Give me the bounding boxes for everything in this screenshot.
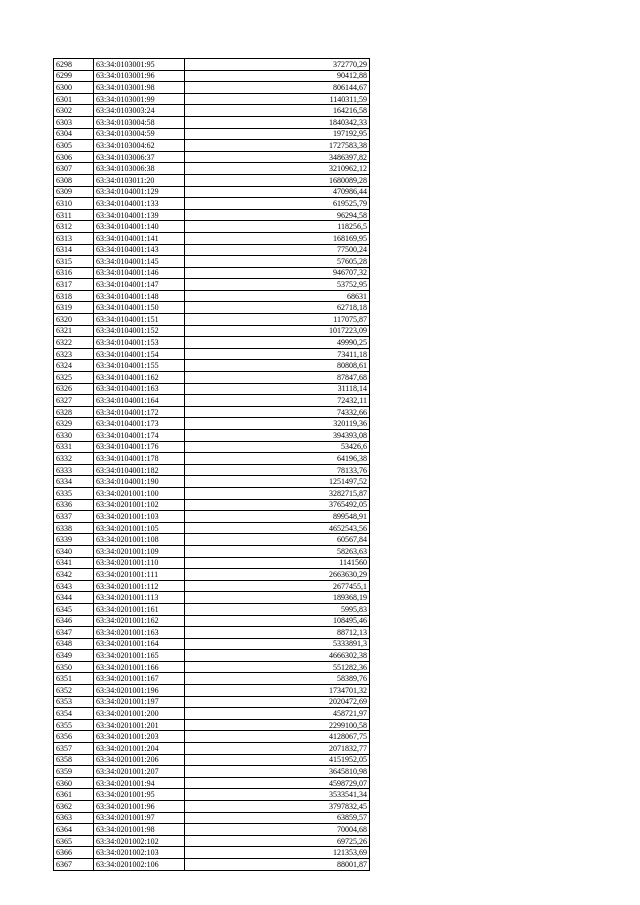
cadastral-number-cell: 63:34:0103006:37 bbox=[94, 151, 185, 163]
cadastral-number-cell: 63:34:0201001:94 bbox=[94, 777, 185, 789]
cadastral-number-cell: 63:34:0201001:197 bbox=[94, 696, 185, 708]
cadastral-value-cell: 4598729,07 bbox=[185, 777, 370, 789]
cadastral-number-cell: 63:34:0104001:151 bbox=[94, 314, 185, 326]
cadastral-number-cell: 63:34:0201001:196 bbox=[94, 685, 185, 697]
table-row bbox=[54, 754, 370, 766]
table-row bbox=[54, 731, 370, 743]
cadastral-number-cell: 63:34:0104001:154 bbox=[94, 348, 185, 360]
row-number-cell: 6307 bbox=[54, 163, 94, 175]
cadastral-number-cell: 63:34:0201001:105 bbox=[94, 522, 185, 534]
cadastral-value-cell: 53426,6 bbox=[185, 441, 370, 453]
table-row bbox=[54, 650, 370, 662]
row-number-cell: 6356 bbox=[54, 731, 94, 743]
table-row bbox=[54, 198, 370, 210]
cadastral-value-cell: 80808,61 bbox=[185, 360, 370, 372]
cadastral-number-cell: 63:34:0201001:100 bbox=[94, 487, 185, 499]
table-row bbox=[54, 801, 370, 813]
row-number-cell: 6337 bbox=[54, 511, 94, 523]
cadastral-number-cell: 63:34:0104001:152 bbox=[94, 325, 185, 337]
table-row bbox=[54, 464, 370, 476]
row-number-cell: 6316 bbox=[54, 267, 94, 279]
cadastral-number-cell: 63:34:0104001:176 bbox=[94, 441, 185, 453]
table-row bbox=[54, 824, 370, 836]
row-number-cell: 6311 bbox=[54, 209, 94, 221]
cadastral-value-cell: 2663630,29 bbox=[185, 569, 370, 581]
cadastral-value-cell: 3533541,34 bbox=[185, 789, 370, 801]
cadastral-number-cell: 63:34:0104001:145 bbox=[94, 256, 185, 268]
table-row bbox=[54, 128, 370, 140]
cadastral-number-cell: 63:34:0201001:111 bbox=[94, 569, 185, 581]
table-row bbox=[54, 511, 370, 523]
cadastral-number-cell: 63:34:0201001:203 bbox=[94, 731, 185, 743]
table-row bbox=[54, 557, 370, 569]
row-number-cell: 6330 bbox=[54, 430, 94, 442]
cadastral-value-cell: 5333891,3 bbox=[185, 638, 370, 650]
cadastral-number-cell: 63:34:0103011:20 bbox=[94, 174, 185, 186]
row-number-cell: 6334 bbox=[54, 476, 94, 488]
row-number-cell: 6343 bbox=[54, 580, 94, 592]
cadastral-value-cell: 3797832,45 bbox=[185, 801, 370, 813]
row-number-cell: 6345 bbox=[54, 603, 94, 615]
table-row bbox=[54, 314, 370, 326]
cadastral-number-cell: 63:34:0104001:174 bbox=[94, 430, 185, 442]
table-row bbox=[54, 174, 370, 186]
table-row bbox=[54, 487, 370, 499]
cadastral-number-cell: 63:34:0201001:112 bbox=[94, 580, 185, 592]
cadastral-value-cell: 53752,95 bbox=[185, 279, 370, 291]
cadastral-number-cell: 63:34:0103001:96 bbox=[94, 70, 185, 82]
row-number-cell: 6305 bbox=[54, 140, 94, 152]
cadastral-number-cell: 63:34:0201001:161 bbox=[94, 603, 185, 615]
table-row bbox=[54, 279, 370, 291]
table-row bbox=[54, 116, 370, 128]
cadastral-value-cell: 806144,67 bbox=[185, 82, 370, 94]
row-number-cell: 6318 bbox=[54, 290, 94, 302]
table-row bbox=[54, 777, 370, 789]
cadastral-number-cell: 63:34:0103001:98 bbox=[94, 82, 185, 94]
row-number-cell: 6314 bbox=[54, 244, 94, 256]
table-row bbox=[54, 569, 370, 581]
cadastral-value-cell: 88001,87 bbox=[185, 858, 370, 870]
row-number-cell: 6335 bbox=[54, 487, 94, 499]
cadastral-value-cell: 68631 bbox=[185, 290, 370, 302]
cadastral-value-cell: 4151952,05 bbox=[185, 754, 370, 766]
row-number-cell: 6351 bbox=[54, 673, 94, 685]
table-row bbox=[54, 835, 370, 847]
row-number-cell: 6300 bbox=[54, 82, 94, 94]
cadastral-number-cell: 63:34:0201001:110 bbox=[94, 557, 185, 569]
table-row bbox=[54, 627, 370, 639]
row-number-cell: 6366 bbox=[54, 847, 94, 859]
table-row bbox=[54, 372, 370, 384]
cadastral-number-cell: 63:34:0201002:106 bbox=[94, 858, 185, 870]
table-row bbox=[54, 82, 370, 94]
row-number-cell: 6309 bbox=[54, 186, 94, 198]
table-row bbox=[54, 290, 370, 302]
cadastral-number-cell: 63:34:0104001:182 bbox=[94, 464, 185, 476]
table-row bbox=[54, 592, 370, 604]
table-row bbox=[54, 256, 370, 268]
row-number-cell: 6344 bbox=[54, 592, 94, 604]
table-row bbox=[54, 673, 370, 685]
cadastral-value-cell: 74332,66 bbox=[185, 406, 370, 418]
row-number-cell: 6306 bbox=[54, 151, 94, 163]
cadastral-value-cell: 57605,28 bbox=[185, 256, 370, 268]
cadastral-value-cell: 90412,88 bbox=[185, 70, 370, 82]
cadastral-number-cell: 63:34:0201001:166 bbox=[94, 661, 185, 673]
row-number-cell: 6325 bbox=[54, 372, 94, 384]
row-number-cell: 6361 bbox=[54, 789, 94, 801]
cadastral-number-cell: 63:34:0104001:155 bbox=[94, 360, 185, 372]
row-number-cell: 6339 bbox=[54, 534, 94, 546]
row-number-cell: 6321 bbox=[54, 325, 94, 337]
cadastral-value-cell: 4666302,38 bbox=[185, 650, 370, 662]
cadastral-number-cell: 63:34:0103006:38 bbox=[94, 163, 185, 175]
table-row bbox=[54, 383, 370, 395]
table-row bbox=[54, 163, 370, 175]
cadastral-number-cell: 63:34:0201001:103 bbox=[94, 511, 185, 523]
cadastral-value-cell: 117075,87 bbox=[185, 314, 370, 326]
table-row bbox=[54, 325, 370, 337]
cadastral-number-cell: 63:34:0104001:139 bbox=[94, 209, 185, 221]
cadastral-value-cell: 3486397,82 bbox=[185, 151, 370, 163]
cadastral-value-cell: 72432,11 bbox=[185, 395, 370, 407]
cadastral-value-cell: 2299100,58 bbox=[185, 719, 370, 731]
cadastral-value-cell: 3645810,98 bbox=[185, 766, 370, 778]
row-number-cell: 6346 bbox=[54, 615, 94, 627]
table-row bbox=[54, 70, 370, 82]
table-row bbox=[54, 105, 370, 117]
table-body bbox=[54, 59, 370, 871]
table-row bbox=[54, 232, 370, 244]
cadastral-value-cell: 58389,76 bbox=[185, 673, 370, 685]
table-row bbox=[54, 302, 370, 314]
cadastral-value-cell: 1727583,38 bbox=[185, 140, 370, 152]
cadastral-number-cell: 63:34:0104001:173 bbox=[94, 418, 185, 430]
cadastral-number-cell: 63:34:0201001:162 bbox=[94, 615, 185, 627]
cadastral-number-cell: 63:34:0104001:148 bbox=[94, 290, 185, 302]
cadastral-value-cell: 70004,68 bbox=[185, 824, 370, 836]
cadastral-number-cell: 63:34:0104001:143 bbox=[94, 244, 185, 256]
table-row bbox=[54, 395, 370, 407]
row-number-cell: 6353 bbox=[54, 696, 94, 708]
row-number-cell: 6322 bbox=[54, 337, 94, 349]
table-row bbox=[54, 430, 370, 442]
table-row bbox=[54, 545, 370, 557]
cadastral-value-cell: 118256,5 bbox=[185, 221, 370, 233]
row-number-cell: 6323 bbox=[54, 348, 94, 360]
table-row bbox=[54, 221, 370, 233]
cadastral-value-cell: 2677455,1 bbox=[185, 580, 370, 592]
cadastral-value-cell: 1140311,59 bbox=[185, 93, 370, 105]
table-row bbox=[54, 476, 370, 488]
cadastral-number-cell: 63:34:0104001:146 bbox=[94, 267, 185, 279]
cadastral-number-cell: 63:34:0104001:141 bbox=[94, 232, 185, 244]
cadastral-number-cell: 63:34:0201001:206 bbox=[94, 754, 185, 766]
table-row bbox=[54, 406, 370, 418]
cadastral-number-cell: 63:34:0201001:96 bbox=[94, 801, 185, 813]
table-row bbox=[54, 244, 370, 256]
cadastral-value-cell: 49990,25 bbox=[185, 337, 370, 349]
cadastral-number-cell: 63:34:0201001:164 bbox=[94, 638, 185, 650]
cadastral-number-cell: 63:34:0104001:190 bbox=[94, 476, 185, 488]
row-number-cell: 6360 bbox=[54, 777, 94, 789]
row-number-cell: 6340 bbox=[54, 545, 94, 557]
cadastral-number-cell: 63:34:0104001:162 bbox=[94, 372, 185, 384]
row-number-cell: 6315 bbox=[54, 256, 94, 268]
cadastral-value-cell: 394393,08 bbox=[185, 430, 370, 442]
cadastral-value-cell: 78133,76 bbox=[185, 464, 370, 476]
cadastral-number-cell: 63:34:0103001:95 bbox=[94, 59, 185, 71]
row-number-cell: 6347 bbox=[54, 627, 94, 639]
row-number-cell: 6342 bbox=[54, 569, 94, 581]
cadastral-number-cell: 63:34:0104001:133 bbox=[94, 198, 185, 210]
row-number-cell: 6364 bbox=[54, 824, 94, 836]
cadastral-value-cell: 87847,68 bbox=[185, 372, 370, 384]
table-row bbox=[54, 685, 370, 697]
table-row bbox=[54, 812, 370, 824]
table-row bbox=[54, 719, 370, 731]
row-number-cell: 6348 bbox=[54, 638, 94, 650]
row-number-cell: 6363 bbox=[54, 812, 94, 824]
row-number-cell: 6301 bbox=[54, 93, 94, 105]
table-row bbox=[54, 847, 370, 859]
cadastral-value-cell: 320119,36 bbox=[185, 418, 370, 430]
table-row bbox=[54, 499, 370, 511]
row-number-cell: 6355 bbox=[54, 719, 94, 731]
table-row bbox=[54, 59, 370, 71]
row-number-cell: 6354 bbox=[54, 708, 94, 720]
cadastral-number-cell: 63:34:0104001:147 bbox=[94, 279, 185, 291]
row-number-cell: 6298 bbox=[54, 59, 94, 71]
table-row bbox=[54, 140, 370, 152]
row-number-cell: 6313 bbox=[54, 232, 94, 244]
cadastral-value-cell: 899548,91 bbox=[185, 511, 370, 523]
table-row bbox=[54, 661, 370, 673]
row-number-cell: 6317 bbox=[54, 279, 94, 291]
row-number-cell: 6350 bbox=[54, 661, 94, 673]
cadastral-number-cell: 63:34:0104001:178 bbox=[94, 453, 185, 465]
cadastral-value-cell: 946707,32 bbox=[185, 267, 370, 279]
cadastral-number-cell: 63:34:0104001:164 bbox=[94, 395, 185, 407]
cadastral-number-cell: 63:34:0104001:129 bbox=[94, 186, 185, 198]
cadastral-number-cell: 63:34:0103004:58 bbox=[94, 116, 185, 128]
cadastral-number-cell: 63:34:0201001:163 bbox=[94, 627, 185, 639]
table-row bbox=[54, 151, 370, 163]
cadastral-value-cell: 63859,57 bbox=[185, 812, 370, 824]
table-row bbox=[54, 267, 370, 279]
table-row bbox=[54, 696, 370, 708]
cadastral-number-cell: 63:34:0103004:59 bbox=[94, 128, 185, 140]
cadastral-value-cell: 1680089,28 bbox=[185, 174, 370, 186]
row-number-cell: 6352 bbox=[54, 685, 94, 697]
row-number-cell: 6341 bbox=[54, 557, 94, 569]
cadastral-number-cell: 63:34:0201001:102 bbox=[94, 499, 185, 511]
cadastral-number-cell: 63:34:0201001:113 bbox=[94, 592, 185, 604]
table-row bbox=[54, 603, 370, 615]
cadastral-value-cell: 4128067,75 bbox=[185, 731, 370, 743]
cadastral-value-cell: 58263,63 bbox=[185, 545, 370, 557]
row-number-cell: 6358 bbox=[54, 754, 94, 766]
table-row bbox=[54, 743, 370, 755]
table-row bbox=[54, 93, 370, 105]
row-number-cell: 6362 bbox=[54, 801, 94, 813]
cadastral-number-cell: 63:34:0201001:97 bbox=[94, 812, 185, 824]
cadastral-value-cell: 2020472,69 bbox=[185, 696, 370, 708]
row-number-cell: 6349 bbox=[54, 650, 94, 662]
cadastral-number-cell: 63:34:0201002:103 bbox=[94, 847, 185, 859]
row-number-cell: 6365 bbox=[54, 835, 94, 847]
cadastral-value-cell: 108495,46 bbox=[185, 615, 370, 627]
row-number-cell: 6336 bbox=[54, 499, 94, 511]
table-row bbox=[54, 522, 370, 534]
cadastral-value-cell: 1251497,52 bbox=[185, 476, 370, 488]
row-number-cell: 6359 bbox=[54, 766, 94, 778]
table-row bbox=[54, 441, 370, 453]
table-row bbox=[54, 708, 370, 720]
cadastral-value-cell: 1734701,32 bbox=[185, 685, 370, 697]
cadastral-value-cell: 60567,84 bbox=[185, 534, 370, 546]
row-number-cell: 6332 bbox=[54, 453, 94, 465]
row-number-cell: 6310 bbox=[54, 198, 94, 210]
row-number-cell: 6328 bbox=[54, 406, 94, 418]
cadastral-value-cell: 88712,13 bbox=[185, 627, 370, 639]
cadastral-value-cell: 3210962,12 bbox=[185, 163, 370, 175]
row-number-cell: 6326 bbox=[54, 383, 94, 395]
table-row bbox=[54, 615, 370, 627]
table-row bbox=[54, 453, 370, 465]
row-number-cell: 6320 bbox=[54, 314, 94, 326]
cadastral-number-cell: 63:34:0201001:204 bbox=[94, 743, 185, 755]
cadastral-value-cell: 3765492,05 bbox=[185, 499, 370, 511]
cadastral-value-cell: 619525,79 bbox=[185, 198, 370, 210]
cadastral-value-cell: 64196,38 bbox=[185, 453, 370, 465]
table-row bbox=[54, 534, 370, 546]
cadastral-value-cell: 62718,18 bbox=[185, 302, 370, 314]
cadastral-number-cell: 63:34:0104001:150 bbox=[94, 302, 185, 314]
cadastral-value-table bbox=[53, 58, 370, 871]
cadastral-value-cell: 121353,69 bbox=[185, 847, 370, 859]
row-number-cell: 6338 bbox=[54, 522, 94, 534]
cadastral-value-cell: 1840342,33 bbox=[185, 116, 370, 128]
cadastral-value-cell: 31118,14 bbox=[185, 383, 370, 395]
table-row bbox=[54, 348, 370, 360]
row-number-cell: 6312 bbox=[54, 221, 94, 233]
cadastral-value-cell: 551282,36 bbox=[185, 661, 370, 673]
row-number-cell: 6304 bbox=[54, 128, 94, 140]
row-number-cell: 6324 bbox=[54, 360, 94, 372]
cadastral-number-cell: 63:34:0201001:108 bbox=[94, 534, 185, 546]
table-row bbox=[54, 580, 370, 592]
row-number-cell: 6367 bbox=[54, 858, 94, 870]
table-row bbox=[54, 418, 370, 430]
table-row bbox=[54, 789, 370, 801]
cadastral-value-cell: 96294,58 bbox=[185, 209, 370, 221]
cadastral-value-cell: 1017223,09 bbox=[185, 325, 370, 337]
table-row bbox=[54, 858, 370, 870]
cadastral-number-cell: 63:34:0103001:99 bbox=[94, 93, 185, 105]
cadastral-number-cell: 63:34:0201001:109 bbox=[94, 545, 185, 557]
cadastral-number-cell: 63:34:0104001:140 bbox=[94, 221, 185, 233]
table-row bbox=[54, 209, 370, 221]
cadastral-value-cell: 164216,58 bbox=[185, 105, 370, 117]
row-number-cell: 6302 bbox=[54, 105, 94, 117]
cadastral-value-cell: 5995,83 bbox=[185, 603, 370, 615]
table-row bbox=[54, 360, 370, 372]
cadastral-number-cell: 63:34:0201001:201 bbox=[94, 719, 185, 731]
cadastral-number-cell: 63:34:0201001:165 bbox=[94, 650, 185, 662]
cadastral-number-cell: 63:34:0201001:98 bbox=[94, 824, 185, 836]
row-number-cell: 6333 bbox=[54, 464, 94, 476]
table-row bbox=[54, 766, 370, 778]
cadastral-number-cell: 63:34:0104001:172 bbox=[94, 406, 185, 418]
row-number-cell: 6327 bbox=[54, 395, 94, 407]
cadastral-number-cell: 63:34:0104001:153 bbox=[94, 337, 185, 349]
cadastral-value-cell: 1141560 bbox=[185, 557, 370, 569]
row-number-cell: 6331 bbox=[54, 441, 94, 453]
row-number-cell: 6329 bbox=[54, 418, 94, 430]
cadastral-number-cell: 63:34:0201001:167 bbox=[94, 673, 185, 685]
cadastral-value-cell: 4652543,56 bbox=[185, 522, 370, 534]
cadastral-number-cell: 63:34:0201001:207 bbox=[94, 766, 185, 778]
cadastral-value-cell: 69725,26 bbox=[185, 835, 370, 847]
cadastral-value-cell: 168169,95 bbox=[185, 232, 370, 244]
cadastral-number-cell: 63:34:0104001:163 bbox=[94, 383, 185, 395]
cadastral-value-cell: 372770,29 bbox=[185, 59, 370, 71]
cadastral-value-cell: 458721,97 bbox=[185, 708, 370, 720]
row-number-cell: 6357 bbox=[54, 743, 94, 755]
cadastral-number-cell: 63:34:0201002:102 bbox=[94, 835, 185, 847]
row-number-cell: 6319 bbox=[54, 302, 94, 314]
table-row bbox=[54, 337, 370, 349]
cadastral-value-cell: 2071832,77 bbox=[185, 743, 370, 755]
cadastral-value-cell: 470986,44 bbox=[185, 186, 370, 198]
row-number-cell: 6308 bbox=[54, 174, 94, 186]
cadastral-number-cell: 63:34:0201001:200 bbox=[94, 708, 185, 720]
cadastral-value-cell: 3282715,87 bbox=[185, 487, 370, 499]
cadastral-value-cell: 77500,24 bbox=[185, 244, 370, 256]
cadastral-number-cell: 63:34:0201001:95 bbox=[94, 789, 185, 801]
row-number-cell: 6299 bbox=[54, 70, 94, 82]
cadastral-value-cell: 197192,95 bbox=[185, 128, 370, 140]
table-row bbox=[54, 186, 370, 198]
cadastral-value-cell: 189368,19 bbox=[185, 592, 370, 604]
table-row bbox=[54, 638, 370, 650]
cadastral-number-cell: 63:34:0103003:24 bbox=[94, 105, 185, 117]
cadastral-value-cell: 73411,18 bbox=[185, 348, 370, 360]
row-number-cell: 6303 bbox=[54, 116, 94, 128]
cadastral-number-cell: 63:34:0103004:62 bbox=[94, 140, 185, 152]
